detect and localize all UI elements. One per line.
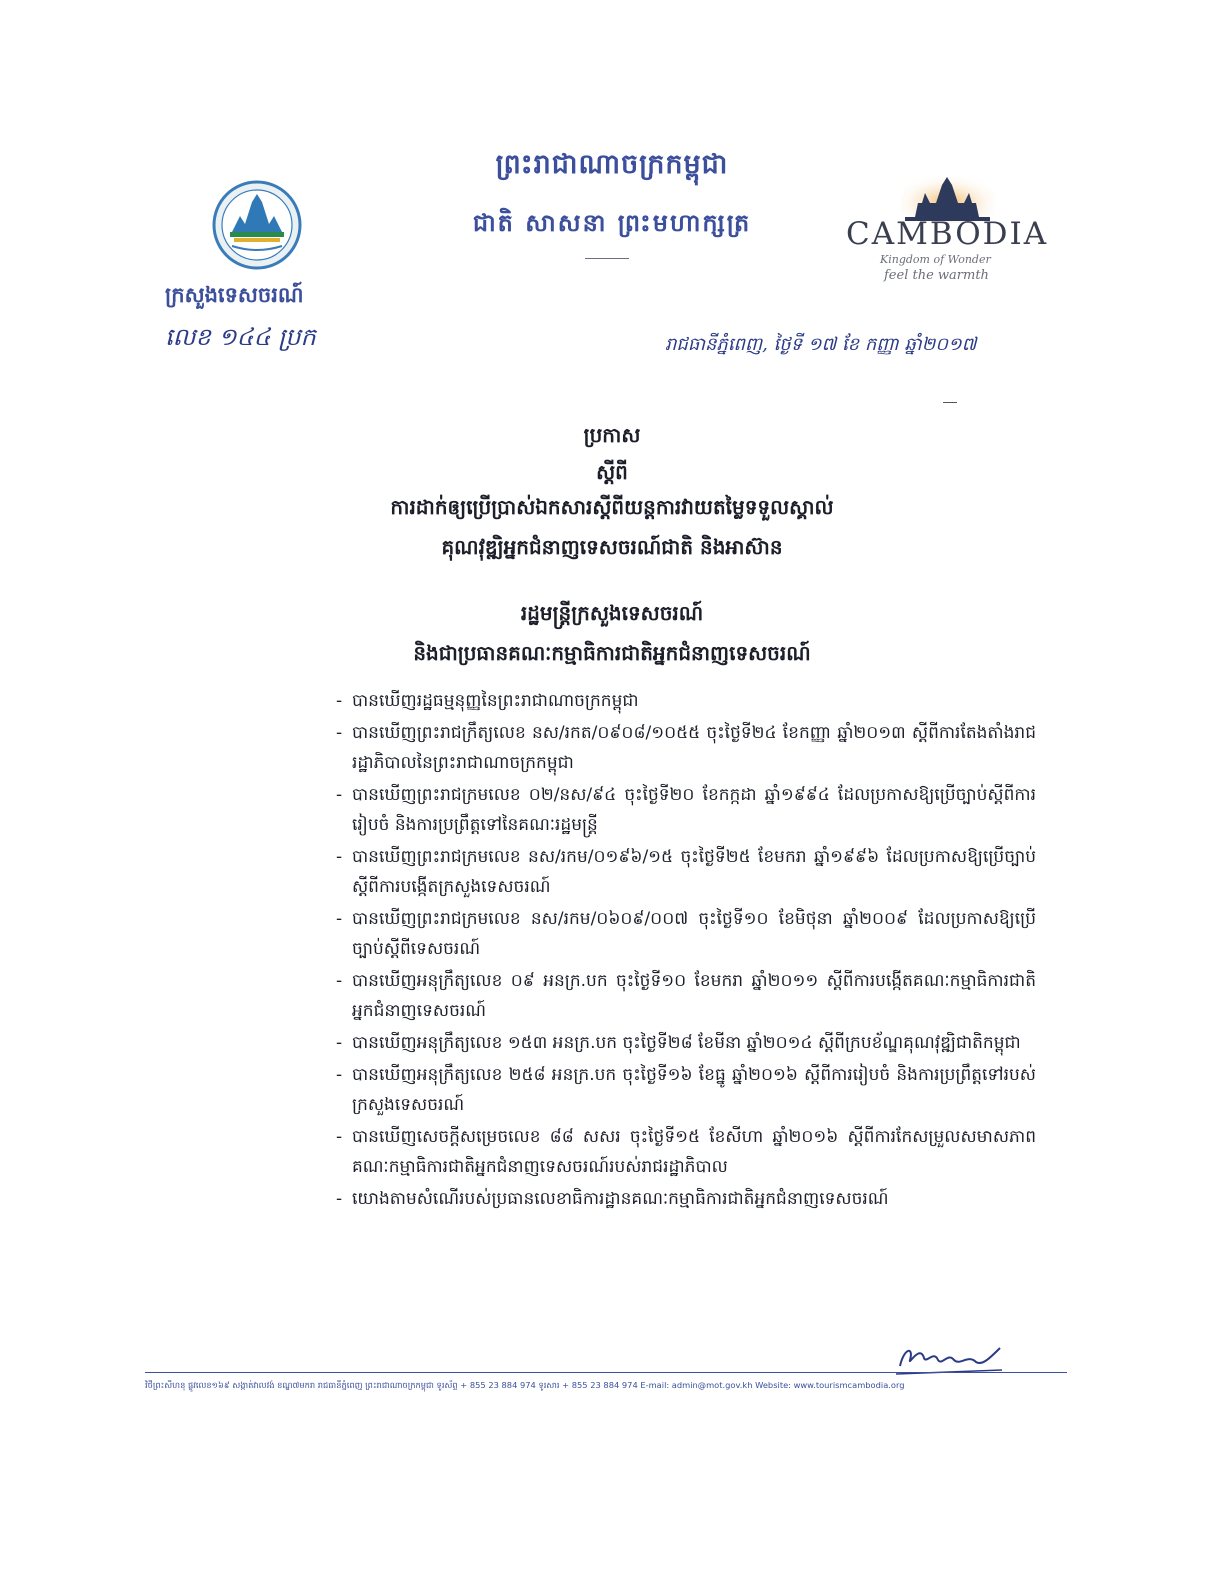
authority-line-2: និងជាប្រធានគណៈកម្មាធិការជាតិអ្នកជំនាញទេសចរណ៍ bbox=[413, 641, 811, 665]
motto-divider bbox=[585, 258, 629, 259]
subject-line-1: ការដាក់ឲ្យប្រើប្រាស់ឯកសារស្តីពីយន្តការវាយតម្លៃទទួលស្គាល់ bbox=[390, 495, 834, 519]
authority-line-1: រដ្ឋមន្ត្រីក្រសួងទេសចរណ៍ bbox=[520, 601, 704, 625]
reference-number: លេខ ១៤៤ ប្រក bbox=[165, 323, 316, 351]
footer-divider bbox=[145, 1372, 1067, 1373]
brand-tagline: feel the warmth bbox=[884, 268, 989, 283]
clause-item: - បានឃើញព្រះរាជក្រមលេខ ០២/នស/៩៤ ចុះថ្ងៃទី២០ ខែកក្កដា ឆ្នាំ១៩៩៤ ដែលប្រកាសឱ្យប្រើច្បាប់ស្តីពីការរៀបចំ និងការប្រព្រឹត្តទៅនៃគណៈរដ្ឋមន្ត្រី bbox=[336, 785, 1036, 835]
clause-item: - បានឃើញអនុក្រឹត្យលេខ ១៥៣ អនក្រ.បក ចុះថ្ងៃទី២៨ ខែមីនា ឆ្នាំ២០១៤ ស្តីពីក្របខ័ណ្ឌគុណវុឌ្ឍិជាតិកម្ពុជា bbox=[336, 1033, 1021, 1053]
brand-wordmark: CAMBODIA bbox=[846, 216, 1049, 252]
clause-item: - បានឃើញព្រះរាជក្រមលេខ នស/រកម/០៦០៩/០០៧ ចុះថ្ងៃទី១០ ខែមិថុនា ឆ្នាំ២០០៩ ដែលប្រកាសឱ្យប្រើច្បាប់ស្តីពីទេសចរណ៍ bbox=[336, 909, 1036, 959]
ministry-name: ក្រសួងទេសចរណ៍ bbox=[165, 282, 304, 307]
footer-contact: វិថីព្រះសីហនុ ផ្លូវលេខ១៦៩ សង្កាត់វាលវង់ ខណ្ឌ៧មករា រាជធានីភ្នំពេញ ព្រះរាជាណាចក្រកម្ពុជា ទូរស័ព្ទ + 855 23 884 974 ទូរសារ + 855 23 884 974 E-mail: admin@mot.gov.kh Website: www.tourismcambodia.org bbox=[145, 1380, 905, 1390]
document-type-title: ប្រកាស bbox=[583, 423, 641, 447]
national-motto: ជាតិ សាសនា ព្រះមហាក្សត្រ bbox=[472, 208, 752, 237]
clause-item: - បានឃើញព្រះរាជក្រមលេខ នស/រកម/០១៩៦/១៥ ចុះថ្ងៃទី២៥ ខែមករា ឆ្នាំ១៩៩៦ ដែលប្រកាសឱ្យប្រើច្បាប់ស្តីពីការបង្កើតក្រសួងទេសចរណ៍ bbox=[336, 847, 1036, 897]
clause-item: - បានឃើញរដ្ឋធម្មនុញ្ញនៃព្រះរាជាណាចក្រកម្ពុជា bbox=[336, 691, 639, 711]
clause-item: - បានឃើញសេចក្តីសម្រេចលេខ ៨៨ សសរ ចុះថ្ងៃទី១៥ ខែសីហា ឆ្នាំ២០១៦ ស្តីពីការកែសម្រួលសមាសភាពគណៈកម្មាធិការជាតិអ្នកជំនាញទេសចរណ៍របស់រាជរដ្ឋាភិបាល bbox=[336, 1127, 1036, 1177]
subject-line-2: គុណវុឌ្ឍិអ្នកជំនាញទេសចរណ៍ជាតិ និងអាស៊ាន bbox=[441, 535, 783, 559]
margin-mark bbox=[943, 402, 957, 403]
preamble-clauses bbox=[336, 686, 1036, 1216]
clause-item: - បានឃើញអនុក្រឹត្យលេខ ០៩ អនក្រ.បក ចុះថ្ងៃទី១០ ខែមករា ឆ្នាំ២០១១ ស្តីពីការបង្កើតគណៈកម្មាធិការជាតិអ្នកជំនាញទេសចរណ៍ bbox=[336, 971, 1036, 1021]
about-label: ស្តីពី bbox=[596, 460, 628, 484]
clause-item: - បានឃើញព្រះរាជក្រឹត្យលេខ នស/រកត/០៩០៨/១០៥៥ ចុះថ្ងៃទី២៤ ខែកញ្ញា ឆ្នាំ២០១៣ ស្តីពីការតែងតាំងរាជរដ្ឋាភិបាលនៃព្រះរាជាណាចក្រកម្ពុជា bbox=[336, 723, 1036, 773]
date-line: រាជធានីភ្នំពេញ, ថ្ងៃទី ១៧ ខែ កញ្ញា ឆ្នាំ២០១៧ bbox=[665, 334, 977, 355]
clause-item: - យោងតាមសំណើរបស់ប្រធានលេខាធិការដ្ឋានគណៈកម្មាធិការជាតិអ្នកជំនាញទេសចរណ៍ bbox=[336, 1189, 889, 1209]
brand-subtitle: Kingdom of Wonder bbox=[880, 253, 991, 266]
kingdom-heading: ព្រះរាជាណាចក្រកម្ពុជា bbox=[495, 149, 729, 180]
clause-item: - បានឃើញអនុក្រឹត្យលេខ ២៥៨ អនក្រ.បក ចុះថ្ងៃទី១៦ ខែធ្នូ ឆ្នាំ២០១៦ ស្តីពីការរៀបចំ និងការប្រព្រឹត្តទៅរបស់ក្រសួងទេសចរណ៍ bbox=[336, 1065, 1036, 1115]
